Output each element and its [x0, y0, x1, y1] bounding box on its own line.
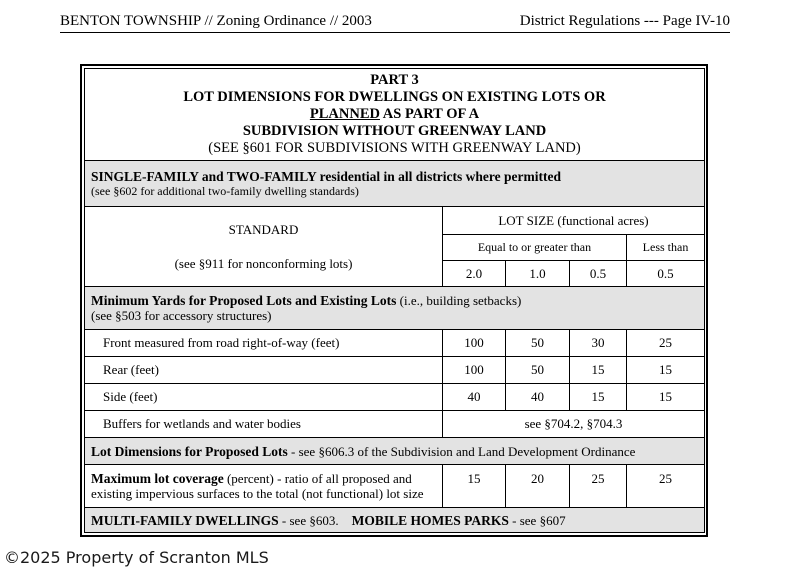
lot-dimensions-rest: - see §606.3 of the Subdivision and Land Development Ordinance: [287, 443, 636, 459]
lot-size-0-5-gte: 0.5: [570, 261, 627, 287]
cell-value: 20: [506, 465, 570, 508]
coverage-rest-2: existing impervious surfaces to the total (not functional) lot size: [91, 486, 424, 501]
cell-value: 15: [627, 357, 705, 384]
section-minimum-yards: [85, 287, 705, 330]
page-header: [60, 12, 730, 33]
part-title: [85, 69, 705, 161]
section-single-family-note: (see §602 for additional two-family dwelling standards): [91, 183, 359, 198]
standard-heading: STANDARD: [228, 221, 299, 237]
title-line-4: SUBDIVISION WITHOUT GREENWAY LAND: [242, 123, 547, 139]
regulation-table-frame: [80, 64, 708, 537]
title-line-5: (SEE §601 FOR SUBDIVISIONS WITH GREENWAY LAND): [208, 140, 581, 156]
title-line-3: [85, 106, 704, 123]
minimum-yards-heading-rest: (i.e., building setbacks): [399, 293, 522, 308]
coverage-rest-1: (percent) - ratio of all proposed and: [223, 471, 412, 486]
title-line-1: PART 3: [370, 72, 419, 88]
cell-value: 100: [443, 330, 506, 357]
table-row: [85, 357, 705, 384]
row-label: Front measured from road right-of-way (feet): [85, 330, 443, 357]
cell-value: 15: [443, 465, 506, 508]
cell-value: 25: [627, 330, 705, 357]
minimum-yards-note: (see §503 for accessory structures): [91, 308, 272, 323]
buffers-label: Buffers for wetlands and water bodies: [85, 411, 443, 438]
cell-value: 100: [443, 357, 506, 384]
header-left: BENTON TOWNSHIP // Zoning Ordinance // 2003: [60, 13, 372, 29]
regulation-table: [84, 68, 705, 533]
table-row: [85, 384, 705, 411]
cell-value: 40: [443, 384, 506, 411]
cell-value: 40: [506, 384, 570, 411]
title-line-2: LOT DIMENSIONS FOR DWELLINGS ON EXISTING LOTS OR: [183, 89, 606, 105]
mobile-homes-rest: - see §607: [508, 512, 566, 528]
cell-value: 30: [570, 330, 627, 357]
coverage-label: [85, 465, 443, 508]
cell-value: 25: [627, 465, 705, 508]
table-row: [85, 330, 705, 357]
lot-size-2-0: 2.0: [443, 261, 506, 287]
lt-heading: Less than: [627, 235, 705, 261]
mobile-homes-heading: MOBILE HOMES PARKS: [351, 512, 509, 528]
coverage-row: [85, 465, 705, 508]
title-line-3-rest: AS PART OF A: [379, 106, 480, 122]
cell-value: 50: [506, 357, 570, 384]
multi-family-row: [85, 508, 705, 533]
cell-value: 50: [506, 330, 570, 357]
lot-size-1-0: 1.0: [506, 261, 570, 287]
standard-note: (see §911 for nonconforming lots): [174, 255, 353, 271]
lot-size-0-5-lt: 0.5: [627, 261, 705, 287]
minimum-yards-heading: Minimum Yards for Proposed Lots and Existing Lots: [91, 293, 397, 308]
watermark: ©2025 Property of Scranton MLS: [4, 548, 269, 567]
multi-family-rest: - see §603.: [278, 512, 352, 528]
coverage-heading: Maximum lot coverage: [91, 471, 224, 486]
header-right: District Regulations --- Page IV-10: [519, 13, 730, 29]
cell-value: 15: [627, 384, 705, 411]
buffers-value: see §704.2, §704.3: [443, 411, 705, 438]
lot-size-heading: LOT SIZE (functional acres): [443, 207, 705, 235]
section-single-family: [85, 161, 705, 207]
cell-value: 25: [570, 465, 627, 508]
lot-dimensions-row: [85, 438, 705, 465]
buffers-row: [85, 411, 705, 438]
multi-family-heading: MULTI-FAMILY DWELLINGS: [91, 512, 279, 528]
row-label: Rear (feet): [85, 357, 443, 384]
cell-value: 15: [570, 384, 627, 411]
standard-header-cell: [85, 207, 443, 287]
section-single-family-heading: SINGLE-FAMILY and TWO-FAMILY residential in all districts where permitted: [91, 168, 562, 184]
lot-dimensions-heading: Lot Dimensions for Proposed Lots: [91, 443, 288, 459]
gte-heading: Equal to or greater than: [443, 235, 627, 261]
cell-value: 15: [570, 357, 627, 384]
row-label: Side (feet): [85, 384, 443, 411]
title-underlined-word: PLANNED: [309, 106, 380, 122]
